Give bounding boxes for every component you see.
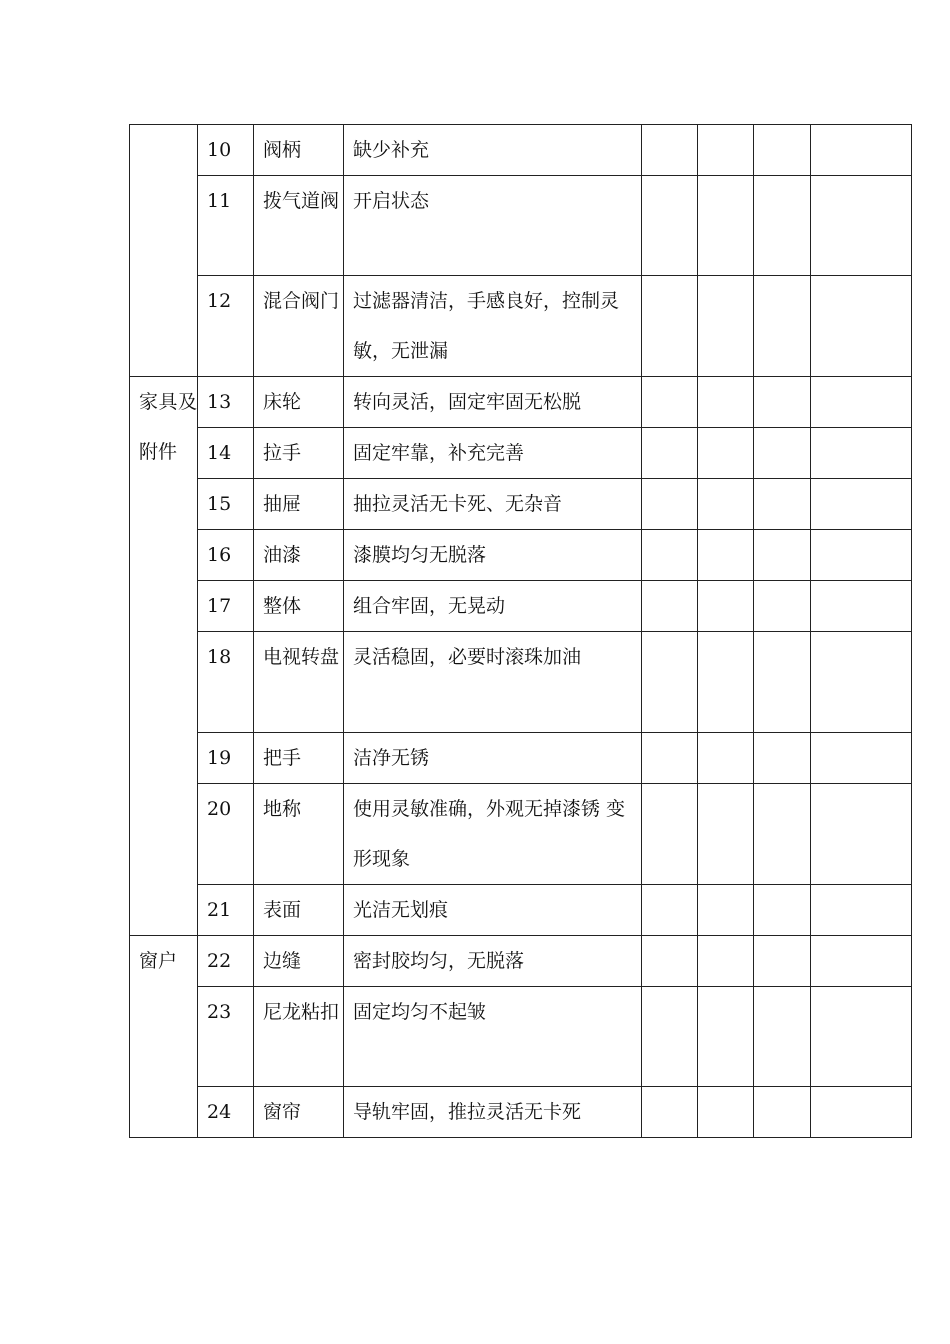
item-name-cell: 尼龙粘扣	[254, 987, 344, 1087]
check-cell	[642, 125, 698, 176]
item-name-cell: 把手	[254, 733, 344, 784]
check-cell	[811, 377, 912, 428]
item-number-cell: 10	[198, 125, 254, 176]
item-number-cell: 22	[198, 936, 254, 987]
item-name-cell: 整体	[254, 581, 344, 632]
table-row	[130, 428, 912, 479]
check-cell	[811, 530, 912, 581]
check-cell	[698, 1087, 754, 1138]
table-row	[130, 936, 912, 987]
item-requirement-cell: 导轨牢固，推拉灵活无卡死	[344, 1087, 642, 1138]
check-cell	[698, 276, 754, 377]
check-cell	[642, 377, 698, 428]
item-requirement-cell: 组合牢固，无晃动	[344, 581, 642, 632]
item-name-cell: 阀柄	[254, 125, 344, 176]
check-cell	[642, 632, 698, 733]
check-cell	[698, 784, 754, 885]
item-name-cell: 地称	[254, 784, 344, 885]
check-cell	[698, 632, 754, 733]
item-name-cell: 油漆	[254, 530, 344, 581]
check-cell	[642, 733, 698, 784]
item-name-cell: 床轮	[254, 377, 344, 428]
category-cell	[130, 125, 198, 377]
check-cell	[811, 479, 912, 530]
table-row	[130, 1087, 912, 1138]
check-cell	[698, 885, 754, 936]
item-name-cell: 表面	[254, 885, 344, 936]
item-number-cell: 21	[198, 885, 254, 936]
item-requirement-cell: 光洁无划痕	[344, 885, 642, 936]
item-requirement-cell: 过滤器清洁，手感良好，控制灵敏，无泄漏	[344, 276, 642, 377]
item-requirement-cell: 使用灵敏准确，外观无掉漆锈 变形现象	[344, 784, 642, 885]
check-cell	[754, 885, 811, 936]
item-requirement-cell: 开启状态	[344, 176, 642, 276]
check-cell	[642, 479, 698, 530]
check-cell	[642, 987, 698, 1087]
item-name-cell: 拉手	[254, 428, 344, 479]
check-cell	[642, 936, 698, 987]
check-cell	[754, 377, 811, 428]
item-name-cell: 抽屉	[254, 479, 344, 530]
check-cell	[754, 784, 811, 885]
table-body	[130, 125, 912, 1138]
item-number-cell: 17	[198, 581, 254, 632]
check-cell	[811, 885, 912, 936]
check-cell	[698, 936, 754, 987]
item-requirement-cell: 密封胶均匀，无脱落	[344, 936, 642, 987]
check-cell	[698, 125, 754, 176]
check-cell	[811, 176, 912, 276]
item-requirement-cell: 抽拉灵活无卡死、无杂音	[344, 479, 642, 530]
check-cell	[811, 784, 912, 885]
check-cell	[754, 530, 811, 581]
category-cell: 家具及附件	[130, 377, 198, 936]
check-cell	[698, 176, 754, 276]
item-name-cell: 边缝	[254, 936, 344, 987]
check-cell	[698, 377, 754, 428]
check-cell	[811, 276, 912, 377]
item-name-cell: 混合阀门	[254, 276, 344, 377]
check-cell	[811, 125, 912, 176]
item-name-cell: 拨气道阀	[254, 176, 344, 276]
item-number-cell: 11	[198, 176, 254, 276]
check-cell	[642, 885, 698, 936]
check-cell	[811, 1087, 912, 1138]
table-row	[130, 632, 912, 733]
check-cell	[754, 936, 811, 987]
item-name-cell: 窗帘	[254, 1087, 344, 1138]
item-requirement-cell: 转向灵活，固定牢固无松脱	[344, 377, 642, 428]
item-number-cell: 13	[198, 377, 254, 428]
check-cell	[642, 276, 698, 377]
table-row	[130, 581, 912, 632]
check-cell	[698, 733, 754, 784]
check-cell	[642, 530, 698, 581]
item-requirement-cell: 洁净无锈	[344, 733, 642, 784]
table-row	[130, 885, 912, 936]
table-row	[130, 176, 912, 276]
check-cell	[698, 581, 754, 632]
check-cell	[754, 176, 811, 276]
item-number-cell: 24	[198, 1087, 254, 1138]
table-row	[130, 784, 912, 885]
check-cell	[811, 428, 912, 479]
item-requirement-cell: 漆膜均匀无脱落	[344, 530, 642, 581]
item-requirement-cell: 固定均匀不起皱	[344, 987, 642, 1087]
check-cell	[642, 428, 698, 479]
category-cell: 窗户	[130, 936, 198, 1138]
table-row	[130, 530, 912, 581]
check-cell	[754, 1087, 811, 1138]
table-row	[130, 125, 912, 176]
check-cell	[811, 733, 912, 784]
check-cell	[754, 632, 811, 733]
check-cell	[698, 987, 754, 1087]
item-number-cell: 20	[198, 784, 254, 885]
item-number-cell: 15	[198, 479, 254, 530]
check-cell	[754, 581, 811, 632]
check-cell	[698, 530, 754, 581]
table-row	[130, 987, 912, 1087]
check-cell	[698, 428, 754, 479]
check-cell	[754, 479, 811, 530]
check-cell	[642, 176, 698, 276]
table-row	[130, 276, 912, 377]
item-requirement-cell: 固定牢靠，补充完善	[344, 428, 642, 479]
check-cell	[642, 581, 698, 632]
table-row	[130, 733, 912, 784]
check-cell	[642, 1087, 698, 1138]
check-cell	[754, 125, 811, 176]
item-number-cell: 23	[198, 987, 254, 1087]
check-cell	[811, 581, 912, 632]
check-cell	[698, 479, 754, 530]
table-row	[130, 479, 912, 530]
item-number-cell: 16	[198, 530, 254, 581]
item-number-cell: 19	[198, 733, 254, 784]
item-requirement-cell: 灵活稳固，必要时滚珠加油	[344, 632, 642, 733]
check-cell	[811, 987, 912, 1087]
check-cell	[754, 428, 811, 479]
item-number-cell: 18	[198, 632, 254, 733]
check-cell	[811, 632, 912, 733]
item-name-cell: 电视转盘	[254, 632, 344, 733]
check-cell	[811, 936, 912, 987]
item-requirement-cell: 缺少补充	[344, 125, 642, 176]
check-cell	[754, 276, 811, 377]
check-cell	[642, 784, 698, 885]
check-cell	[754, 987, 811, 1087]
check-cell	[754, 733, 811, 784]
item-number-cell: 14	[198, 428, 254, 479]
table-row	[130, 377, 912, 428]
item-number-cell: 12	[198, 276, 254, 377]
inspection-table	[129, 124, 912, 1138]
